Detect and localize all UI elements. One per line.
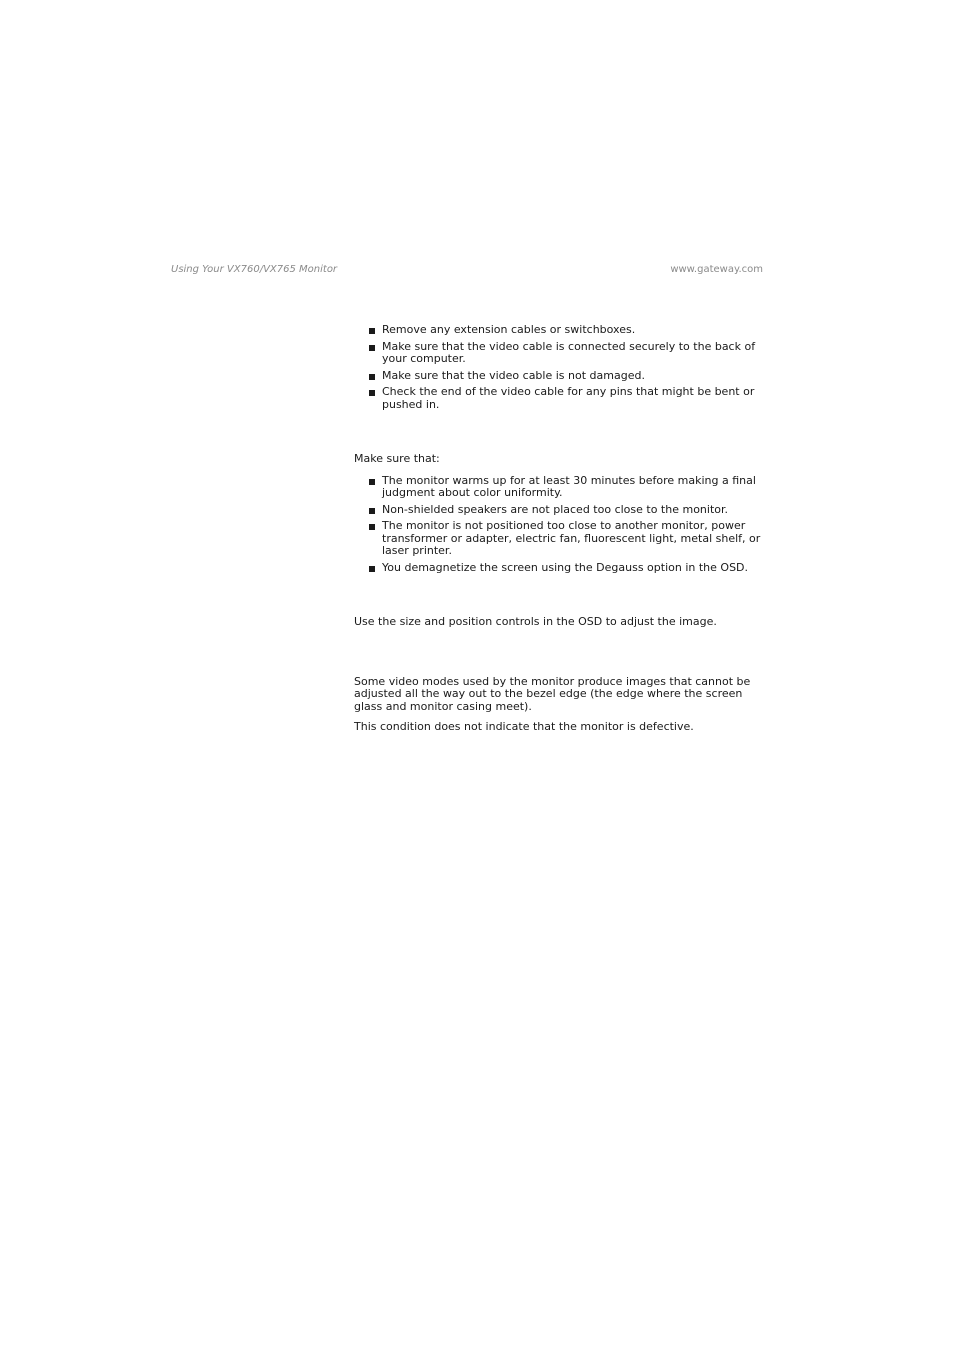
bullet-square-icon — [369, 328, 375, 334]
bullet-square-icon — [369, 374, 375, 380]
list-item: Non-shielded speakers are not placed too close to the monitor. — [382, 504, 764, 517]
document-title: Using Your VX760/VX765 Monitor — [171, 264, 338, 275]
bullet-square-icon — [369, 479, 375, 485]
running-header — [171, 264, 763, 278]
page-content — [354, 324, 764, 734]
list-item: Check the end of the video cable for any pins that might be bent or pushed in. — [382, 386, 764, 411]
color-intro: Make sure that: — [354, 452, 440, 465]
list-item: Make sure that the video cable is connected securely to the back of your computer. — [382, 341, 764, 366]
cable-checklist — [354, 324, 764, 411]
bullet-square-icon — [369, 524, 375, 530]
image-size-text: Use the size and position controls in the OSD to adjust the image. — [354, 615, 717, 628]
bezel-paragraph: Some video modes used by the monitor produce images that cannot be adjusted all the way out to the bezel edge (the edge where the screen glass and monitor casing meet). — [354, 674, 751, 713]
website-link: www.gateway.com — [670, 264, 763, 275]
color-checklist — [354, 475, 764, 575]
bullet-square-icon — [369, 345, 375, 351]
bullet-square-icon — [369, 390, 375, 396]
list-item: The monitor warms up for at least 30 minutes before making a final judgment about color uniformity. — [382, 475, 764, 500]
list-item: Make sure that the video cable is not damaged. — [382, 370, 764, 383]
defect-note: This condition does not indicate that the monitor is defective. — [354, 720, 694, 733]
list-item: You demagnetize the screen using the Degauss option in the OSD. — [382, 562, 764, 575]
bullet-square-icon — [369, 508, 375, 514]
bullet-square-icon — [369, 566, 375, 572]
list-item: The monitor is not positioned too close to another monitor, power transformer or adapter, electric fan, fluorescent light, metal shelf, or laser printer. — [382, 520, 764, 558]
list-item: Remove any extension cables or switchboxes. — [382, 324, 764, 337]
